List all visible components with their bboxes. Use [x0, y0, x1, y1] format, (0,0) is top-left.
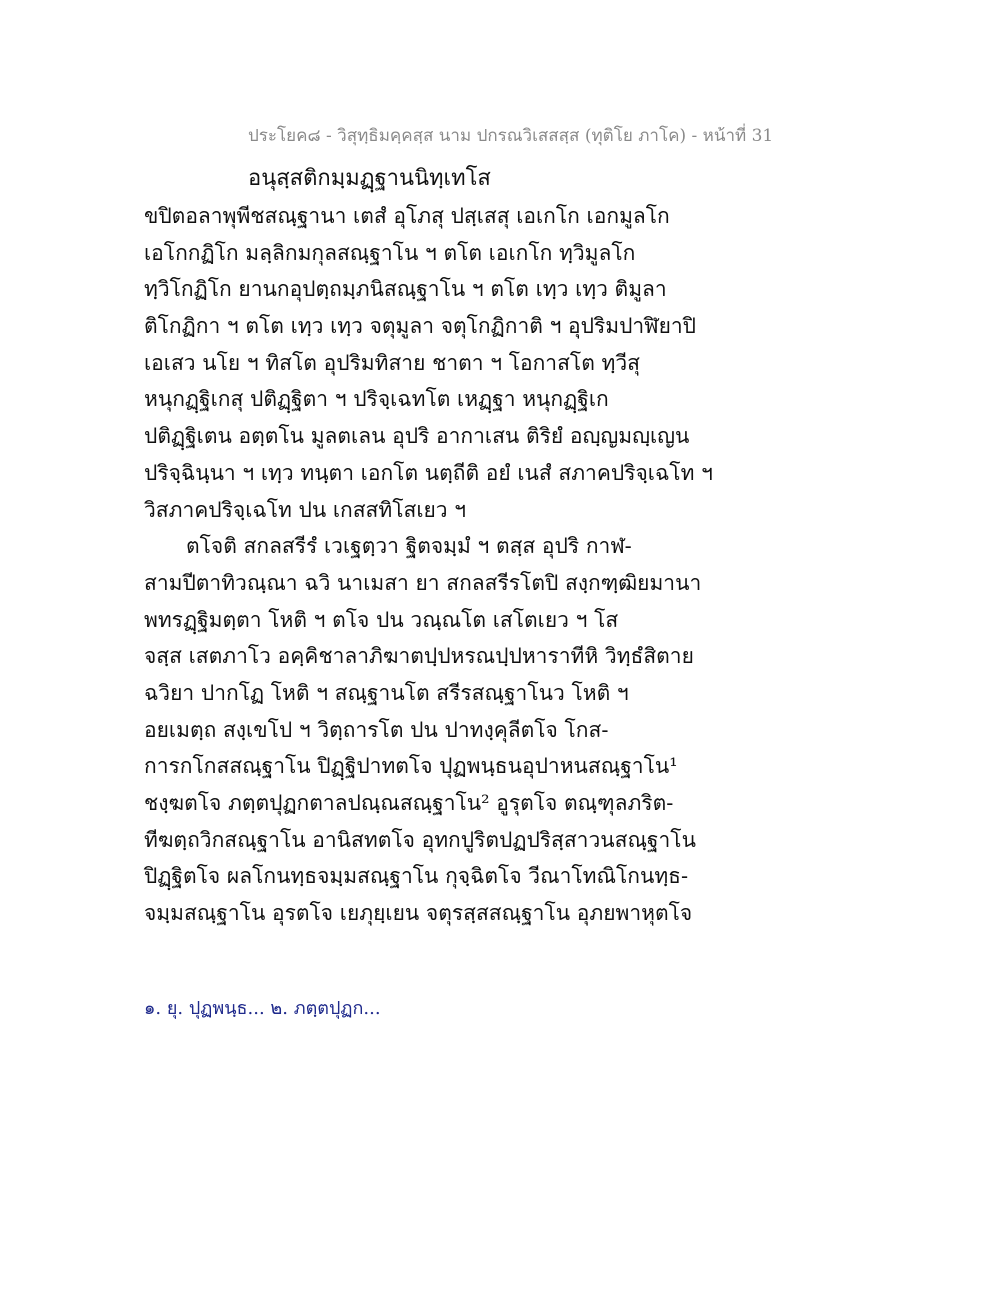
body-line: ฉวิยา ปากโฏ โหติ ฯ สณฺฐานโต สรีรสณฺฐาโนว โหติ ฯ	[144, 680, 629, 705]
body-line: ทฺวิโกฏิโก ยานกอุปตฺถมฺภนิสณฺฐาโน ฯ ตโต เทฺว เทฺว ติมูลา	[144, 277, 667, 302]
footnotes: ๑. ยุ. ปุฏพนฺธ... ๒. ภตฺตปุฏก...	[144, 998, 381, 1019]
body-line: ชงฺฆตโจ ภตฺตปุฏกตาลปณฺณสณฺฐาโน² อูรุตโจ ตณฺฑุลภริต-	[144, 791, 674, 815]
body-line: ปริจฺฉินฺนา ฯ เทฺว ทนฺตา เอกโต นตฺถีติ อยํ เนสํ สภาคปริจฺเฉโท ฯ	[144, 460, 713, 485]
body-line: ติโกฏิกา ฯ ตโต เทฺว เทฺว จตุมูลา จตุโกฏิกาติ ฯ อุปริมปาฬิยาปิ	[144, 314, 696, 339]
body-line: สามปีตาทิวณฺณา ฉวิ นาเมสา ยา สกลสรีรโตปิ สงฺกฑฺฒิยมานา	[144, 570, 702, 595]
body-line: ปติฏฺฐิเตน อตฺตโน มูลตเลน อุปริ อากาเสน ติริยํ อญฺญมญฺเญน	[144, 424, 690, 449]
body-line: หนุกฏฺฐิเกสุ ปติฏฺฐิตา ฯ ปริจฺเฉทโต เหฏฺฐา หนุกฏฺฐิเก	[144, 387, 609, 412]
body-line: เอโกกฏิโก มลฺลิกมกุลสณฺฐาโน ฯ ตโต เอเกโก ทฺวิมูลโก	[144, 240, 636, 265]
body-line: ปิฏฺฐิตโจ ผลโกนทฺธจมฺมสณฺฐาโน กุจฺฉิตโจ วีณาโทณิโกนทฺธ-	[144, 864, 689, 889]
body-line-paragraph-start: ตโจติ สกลสรีรํ เวเฐตฺวา ฐิตจมฺมํ ฯ ตสฺส อุปริ กาฬ-	[186, 534, 632, 559]
body-line: เอเสว นโย ฯ ทิสโต อุปริมทิสาย ชาตา ฯ โอกาสโต ทฺวีสุ	[144, 350, 640, 375]
body-line: จมฺมสณฺฐาโน อุรตโจ เยภุยฺเยน จตุรสฺสสณฺฐาโน อุภยพาหุตโจ	[144, 901, 693, 926]
body-line: พทรฏฺฐิมตฺตา โหติ ฯ ตโจ ปน วณฺณโต เสโตเยว ฯ โส	[144, 607, 619, 632]
body-text	[144, 198, 713, 932]
section-title: อนุสฺสติกมฺมฏฺฐานนิทฺเทโส	[248, 166, 491, 191]
body-line: วิสภาคปริจฺเฉโท ปน เกสสทิโสเยว ฯ	[144, 497, 467, 522]
body-line: อยเมตฺถ สงฺเขโป ฯ วิตฺถารโต ปน ปาทงฺคุลีตโจ โกส-	[144, 717, 609, 742]
body-line: จสฺส เสตภาโว อคฺคิชาลาภิฆาตปฺปหรณปฺปหาราทีหิ วิทฺธํสิตาย	[144, 644, 694, 669]
running-header: ประโยค๘ - วิสุทฺธิมคฺคสฺส นาม ปกรณวิเสสสฺส (ทุติโย ภาโค) - หน้าที่ 31	[248, 126, 774, 146]
body-line: การกโกสสณฺฐาโน ปิฏฺฐิปาทตโจ ปุฏพนฺธนอุปาหนสณฺฐาโน¹	[144, 754, 678, 779]
body-line: ขปิตอลาพุพีชสณฺฐานา เตสํ อุโภสุ ปสฺเสสุ เอเกโก เอกมูลโก	[144, 204, 670, 228]
body-line: ทีฆตฺถวิกสณฺฐาโน อานิสทตโจ อุทกปูริตปฏปริสฺสาวนสณฺฐาโน	[144, 827, 696, 852]
